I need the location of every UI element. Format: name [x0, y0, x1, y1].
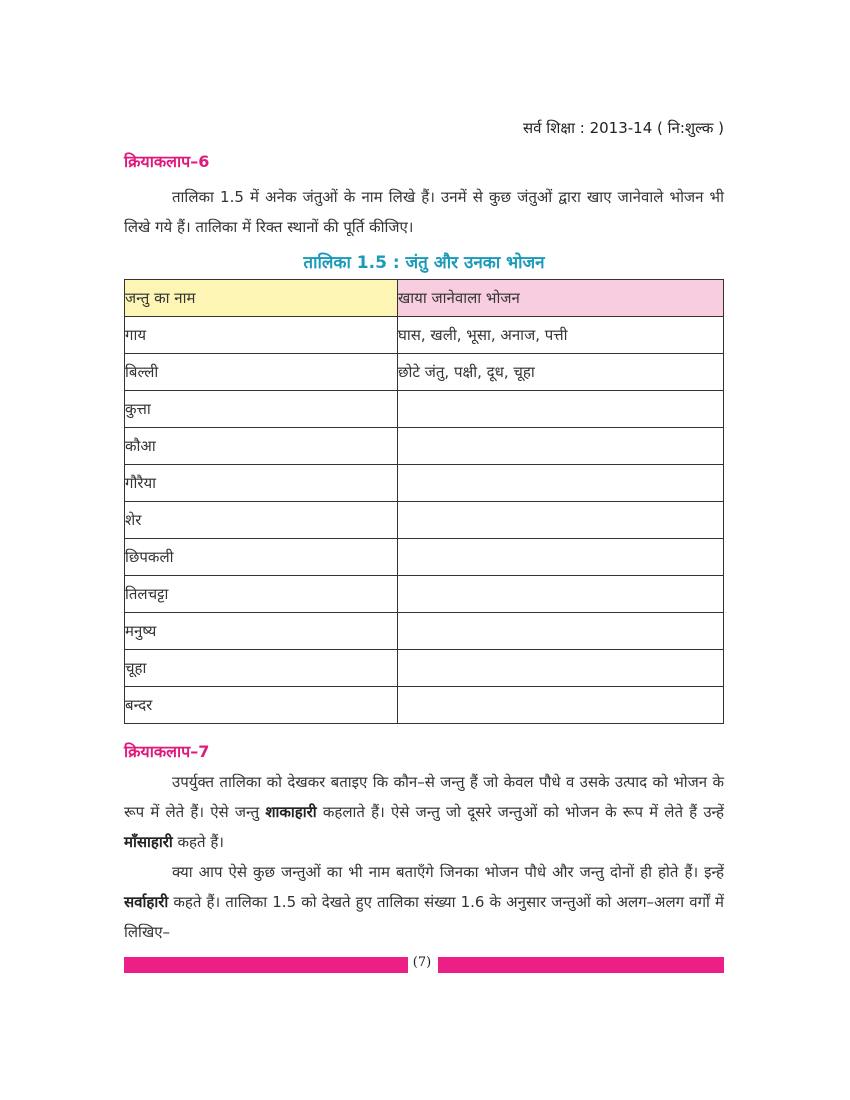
activity-7-title: क्रियाकलाप–7: [124, 742, 210, 761]
table-row: [125, 502, 724, 539]
footer-bar-right: [438, 957, 724, 973]
table-row: [125, 428, 724, 465]
para1-text-c: कहते हैं।: [172, 833, 224, 851]
table-header-row: [125, 280, 724, 317]
activity-6-text: तालिका 1.5 में अनेक जंतुओं के नाम लिखे हैं। उनमें से कुछ जंतुओं द्वारा खाए जानेवाले भोजन भी लिखे गये हैं। तालिका में रिक्त स्थानों की पूर्ति कीजिए।: [124, 188, 724, 236]
food-cell[interactable]: [398, 539, 724, 576]
page-number: (7): [412, 955, 432, 970]
animal-name-cell: बन्दर: [125, 687, 398, 724]
header-food: खाया जानेवाला भोजन: [398, 280, 724, 317]
table-row: [125, 613, 724, 650]
table-row: [125, 391, 724, 428]
para2-text-b: कहते हैं। तालिका 1.5 को देखते हुए तालिका संख्या 1.6 के अनुसार जन्तुओं को अलग–अलग वर्गों में लिखिए–: [124, 893, 724, 941]
para1-text-a: उपर्युक्त तालिका को देखकर बताइए कि कौन–से जन्तु हैं जो केवल पौधे व उसके उत्पाद को भोजन के रूप में लेते हैं। ऐसे जन्तु: [124, 773, 724, 821]
table-row: [125, 576, 724, 613]
table-row: [125, 317, 724, 354]
term-herbivore: शाकाहारी: [265, 803, 317, 821]
table-row: [125, 465, 724, 502]
term-omnivore: सर्वाहारी: [124, 893, 169, 911]
header-animal-name: जन्तु का नाम: [125, 280, 398, 317]
animal-name-cell: गौरैया: [125, 465, 398, 502]
activity-6-title: क्रियाकलाप–6: [124, 152, 210, 171]
animal-name-cell: गाय: [125, 317, 398, 354]
term-carnivore: माँसाहारी: [124, 833, 173, 851]
table-row: [125, 687, 724, 724]
animal-name-cell: शेर: [125, 502, 398, 539]
table-row: [125, 354, 724, 391]
animal-name-cell: तिलचट्टा: [125, 576, 398, 613]
food-cell[interactable]: [398, 502, 724, 539]
para2-text-a: क्या आप ऐसे कुछ जन्तुओं का भी नाम बताएँगे जिनका भोजन पौधे और जन्तु दोनों ही होते हैं। इन्हें: [172, 863, 724, 881]
food-cell[interactable]: [398, 428, 724, 465]
food-cell[interactable]: [398, 391, 724, 428]
table-row: [125, 539, 724, 576]
para1-text-b: कहलाते हैं। ऐसे जन्तु जो दूसरे जन्तुओं को भोजन के रूप में लेते हैं उन्हें: [316, 803, 724, 821]
activity-7-paragraph-2: [124, 857, 724, 947]
animal-name-cell: मनुष्य: [125, 613, 398, 650]
food-cell[interactable]: छोटे जंतु, पक्षी, दूध, चूहा: [398, 354, 724, 391]
footer-bar-left: [124, 957, 408, 973]
animal-name-cell: कुत्ता: [125, 391, 398, 428]
animal-food-table: [124, 279, 724, 724]
table-row: [125, 650, 724, 687]
food-cell[interactable]: [398, 687, 724, 724]
food-cell[interactable]: [398, 650, 724, 687]
page-header: सर्व शिक्षा : 2013-14 ( नि:शुल्क ): [523, 119, 724, 137]
food-cell[interactable]: घास, खली, भूसा, अनाज, पत्ती: [398, 317, 724, 354]
food-cell[interactable]: [398, 465, 724, 502]
food-cell[interactable]: [398, 613, 724, 650]
table-caption: तालिका 1.5 : जंतु और उनका भोजन: [303, 253, 545, 273]
animal-name-cell: कौआ: [125, 428, 398, 465]
activity-7-paragraph-1: [124, 767, 724, 857]
animal-name-cell: चूहा: [125, 650, 398, 687]
animal-name-cell: छिपकली: [125, 539, 398, 576]
animal-name-cell: बिल्ली: [125, 354, 398, 391]
food-cell[interactable]: [398, 576, 724, 613]
